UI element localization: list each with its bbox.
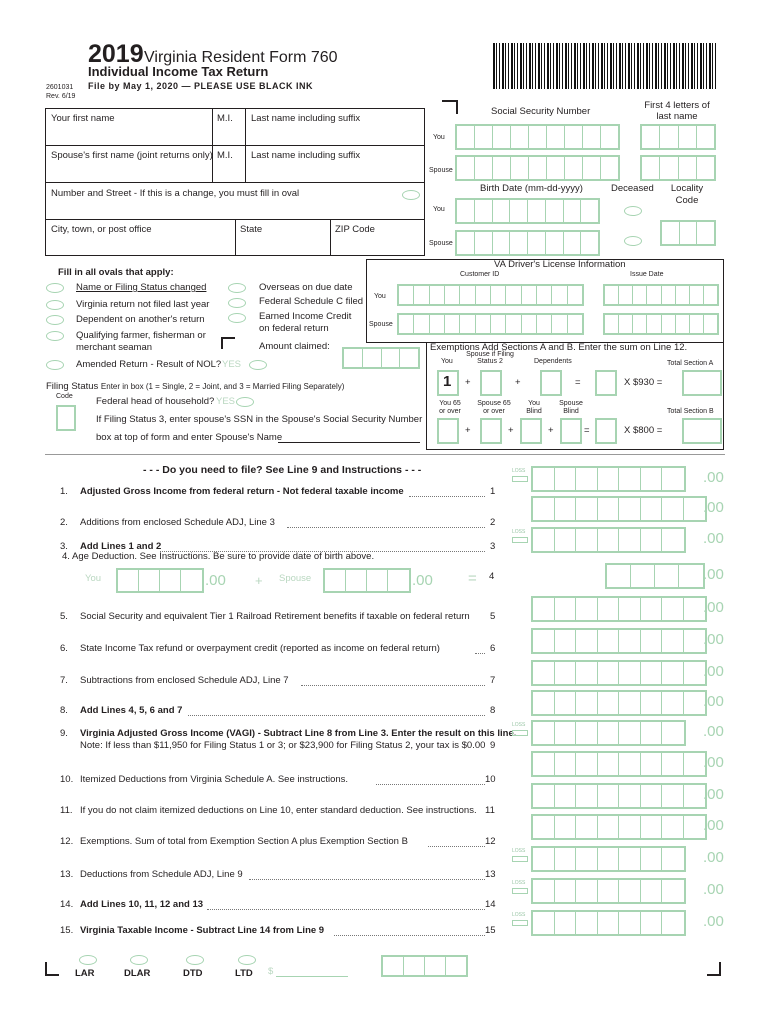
dependent-label: Dependent on another's return xyxy=(76,314,205,325)
status3-text-b: box at top of form and enter Spouse's Name xyxy=(96,432,283,443)
line-5-amount[interactable] xyxy=(531,596,707,622)
ltd-label: LTD xyxy=(235,968,253,979)
line-3-loss-label: LOSS xyxy=(512,529,526,535)
line-14-text: Add Lines 10, 11, 12 and 13 xyxy=(80,899,204,910)
age-spouse-field[interactable] xyxy=(323,568,411,593)
ssn-you-field[interactable] xyxy=(455,124,620,150)
hoh-yes-label: YES xyxy=(216,396,236,407)
birth-date-label: Birth Date (mm-dd-yyyy) xyxy=(480,183,583,194)
lar-oval[interactable] xyxy=(79,955,97,965)
ltd-oval[interactable] xyxy=(238,955,256,965)
state-label: State xyxy=(240,224,263,235)
ex-total-a-label: Total Section A xyxy=(667,360,714,367)
dl-spouse-label: Spouse xyxy=(369,321,393,328)
ex-spouse65-box[interactable] xyxy=(480,418,502,444)
dl-title: VA Driver's License Information xyxy=(494,259,626,270)
line-7-text: Subtractions from enclosed Schedule ADJ, Line 7 xyxy=(80,675,289,686)
sched-c-oval[interactable] xyxy=(228,298,246,308)
lar-label: LAR xyxy=(75,968,95,979)
ex-total-a-field[interactable] xyxy=(682,370,722,396)
birth-you-field[interactable] xyxy=(455,198,600,224)
amended-label: Amended Return - Result of NOL? xyxy=(76,359,222,370)
eic-amount-field[interactable] xyxy=(342,347,420,369)
ovals-title: Fill in all ovals that apply: xyxy=(58,267,174,278)
line-2-cents: .00 xyxy=(703,499,724,516)
equals-1: = xyxy=(575,377,581,388)
line-14-cents: .00 xyxy=(703,881,724,898)
first-name-label: Your first name xyxy=(51,113,115,124)
amended-oval[interactable] xyxy=(46,360,64,370)
deceased-spouse-oval[interactable] xyxy=(624,236,642,246)
ex-spouse65-label: Spouse 65 or over xyxy=(477,400,511,415)
line-9-text: Virginia Adjusted Gross Income (VAGI) - Subtract Line 8 from Line 3. Enter the result on this line. xyxy=(80,728,517,739)
line-6-ref: 6 xyxy=(490,643,496,654)
line-14-ref: 14 xyxy=(485,899,496,910)
line-7-ref: 7 xyxy=(490,675,496,686)
line-10-ref: 10 xyxy=(485,774,496,785)
filing-status-instructions: Enter in box (1 = Single, 2 = Joint, and 3 = Married Filing Separately) xyxy=(100,382,345,391)
line-7-amount[interactable] xyxy=(531,660,707,686)
line-13-loss-box[interactable] xyxy=(512,856,528,862)
line-9-loss-label: LOSS xyxy=(512,722,526,728)
line-10-text: Itemized Deductions from Virginia Schedule A. See instructions. xyxy=(80,774,349,785)
plus-1: + xyxy=(465,377,471,388)
line-8-text: Add Lines 4, 5, 6 and 7 xyxy=(80,705,183,716)
line-2-text: Additions from enclosed Schedule ADJ, Line 3 xyxy=(80,517,275,528)
ex-sum-b-box[interactable] xyxy=(595,418,617,444)
ex-you65-box[interactable] xyxy=(437,418,459,444)
ex-you-blind-label: You Blind xyxy=(526,400,542,415)
line-9-number: 9. xyxy=(60,728,68,739)
line-11-number: 11. xyxy=(60,805,73,816)
line-3-number: 3. xyxy=(60,541,68,552)
status3-text-a: If Filing Status 3, enter spouse's SSN in the Spouse's Social Security Number xyxy=(96,414,423,425)
ex-you-blind-box[interactable] xyxy=(520,418,542,444)
age-plus: + xyxy=(255,573,263,588)
amount-claimed-label: Amount claimed: xyxy=(259,341,330,352)
line-13-amount[interactable] xyxy=(531,846,686,872)
line-6-amount[interactable] xyxy=(531,628,707,654)
ex-spouse-blind-box[interactable] xyxy=(560,418,582,444)
line-3-ref: 3 xyxy=(490,541,496,552)
line-13-ref: 13 xyxy=(485,869,496,880)
line-7-number: 7. xyxy=(60,675,68,686)
locality-code-field[interactable] xyxy=(660,220,716,246)
times-930: X $930 = xyxy=(624,377,663,388)
line-13-cents: .00 xyxy=(703,849,724,866)
age-spouse-cents: .00 xyxy=(412,572,433,589)
ex-spouse-box[interactable] xyxy=(480,370,502,396)
ex-dependents-label: Dependents xyxy=(534,358,572,365)
overseas-oval[interactable] xyxy=(228,283,246,293)
spouse-last-label: Last name including suffix xyxy=(251,150,361,161)
birth-you-label: You xyxy=(433,206,445,213)
line-1-loss-label: LOSS xyxy=(512,468,526,474)
line-5-number: 5. xyxy=(60,611,68,622)
spouse-first-label: Spouse's first name (joint returns only) xyxy=(51,150,213,161)
line-13-loss-label: LOSS xyxy=(512,848,526,854)
line-11-text: If you do not claim itemized deductions on Line 10, enter standard deduction. See instructions. xyxy=(80,805,477,816)
corner-mark xyxy=(442,100,458,114)
form-year: 2019 xyxy=(88,40,144,68)
filing-status-label xyxy=(46,381,344,392)
line-1-text: Adjusted Gross Income from federal return - Not federal taxable income xyxy=(80,486,404,497)
age-spouse-label: Spouse xyxy=(279,573,312,584)
line-3-amount[interactable] xyxy=(531,527,686,553)
dl-you-id-field[interactable] xyxy=(397,284,584,306)
dl-you-label: You xyxy=(374,293,386,300)
dl-spouse-id-field[interactable] xyxy=(397,313,584,335)
plus-5: + xyxy=(548,425,554,436)
line-11-amount[interactable] xyxy=(531,783,707,809)
line-12-ref: 12 xyxy=(485,836,496,847)
line-2-number: 2. xyxy=(60,517,68,528)
exemptions-title: Exemptions Add Sections A and B. Enter the sum on Line 12. xyxy=(430,342,688,353)
dependent-oval[interactable] xyxy=(46,315,64,325)
line-8-ref: 8 xyxy=(490,705,496,716)
ex-you-label: You xyxy=(441,358,453,365)
sched-c-label: Federal Schedule C filed xyxy=(259,296,364,307)
line-13-number: 13. xyxy=(60,869,74,880)
dl-you-date-field[interactable] xyxy=(603,284,719,306)
line-5-cents: .00 xyxy=(703,599,724,616)
overseas-label: Overseas on due date xyxy=(259,282,353,293)
line-14-amount[interactable] xyxy=(531,878,686,904)
line-4-amount[interactable] xyxy=(605,563,705,589)
line-1-amount[interactable] xyxy=(531,466,686,492)
times-800: X $800 = xyxy=(624,425,663,436)
line-3-cents: .00 xyxy=(703,530,724,547)
line-15-loss-box[interactable] xyxy=(512,920,528,926)
line-1-ref: 1 xyxy=(490,486,496,497)
first4-spouse-field[interactable] xyxy=(640,155,716,181)
ssn-label: Social Security Number xyxy=(491,106,591,117)
nol-yes-oval[interactable] xyxy=(249,360,267,370)
line-10-amount[interactable] xyxy=(531,751,707,777)
dollar-sign: $ xyxy=(268,966,274,977)
deceased-label: Deceased xyxy=(611,183,654,194)
equals-2: = xyxy=(584,425,590,436)
ssn-spouse-label: Spouse xyxy=(429,167,453,174)
last-name-label: Last name including suffix xyxy=(251,113,361,124)
ex-you65-label: You 65 or over xyxy=(439,400,461,415)
line-15-ref: 15 xyxy=(485,925,496,936)
filing-code-label: Code xyxy=(56,393,73,400)
name-changed-oval[interactable] xyxy=(46,283,64,293)
line-12-text: Exemptions. Sum of total from Exemption Section A plus Exemption Section B xyxy=(80,836,408,847)
line-12-amount[interactable] xyxy=(531,814,707,840)
line-9-note: Note: If less than $11,950 for Filing Status 1 or 3; or $23,900 for Filing Status 2, your tax is $0.00 xyxy=(80,740,486,751)
line-15-cents: .00 xyxy=(703,913,724,930)
line-4-text: 4. Age Deduction. See Instructions. Be sure to provide date of birth above. xyxy=(62,551,375,562)
line-1-cents: .00 xyxy=(703,469,724,486)
dtd-oval[interactable] xyxy=(186,955,204,965)
line-14-number: 14. xyxy=(60,899,74,910)
form-subtitle: Individual Income Tax Return xyxy=(88,64,269,79)
city-label: City, town, or post office xyxy=(51,224,152,235)
revision: Rev. 6/19 xyxy=(46,93,76,100)
line-3-loss-box[interactable] xyxy=(512,537,528,543)
line-14-loss-box[interactable] xyxy=(512,888,528,894)
ex-you-value: 1 xyxy=(443,373,452,390)
line-2-amount[interactable] xyxy=(531,496,707,522)
line-8-number: 8. xyxy=(60,705,68,716)
plus-4: + xyxy=(508,425,514,436)
eic-label: Earned Income Credit on federal return xyxy=(259,311,352,334)
address-change-oval[interactable] xyxy=(402,190,420,200)
head-household-label: Federal head of household? xyxy=(96,396,215,407)
line-15-loss-label: LOSS xyxy=(512,912,526,918)
ex-total-b-label: Total Section B xyxy=(667,408,714,415)
line-5-ref: 5 xyxy=(490,611,496,622)
form-code: 2601031 xyxy=(46,84,74,91)
plus-2: + xyxy=(515,377,521,388)
line-12-number: 12. xyxy=(60,836,74,847)
line-1-loss-box[interactable] xyxy=(512,476,528,482)
line-2-ref: 2 xyxy=(490,517,496,528)
line-11-cents: .00 xyxy=(703,786,724,803)
mi-label: M.I. xyxy=(217,113,233,124)
line-14-loss-label: LOSS xyxy=(512,880,526,886)
spouse-mi-label: M.I. xyxy=(217,150,233,161)
line-6-text: State Income Tax refund or overpayment credit (reported as income on federal return) xyxy=(80,643,440,654)
not-filed-label: Virginia return not filed last year xyxy=(76,299,210,310)
line-6-number: 6. xyxy=(60,643,68,654)
line-10-cents: .00 xyxy=(703,754,724,771)
footer-code-field[interactable] xyxy=(381,955,468,977)
dl-customer-id-label: Customer ID xyxy=(460,271,500,278)
line-1-number: 1. xyxy=(60,486,68,497)
age-you-field[interactable] xyxy=(116,568,204,593)
line-9-cents: .00 xyxy=(703,723,724,740)
filing-status-code-field[interactable] xyxy=(56,405,76,431)
line-8-cents: .00 xyxy=(703,693,724,710)
line-4-cents: .00 xyxy=(703,566,724,583)
line-12-cents: .00 xyxy=(703,817,724,834)
age-you-cents: .00 xyxy=(205,572,226,589)
ssn-spouse-field[interactable] xyxy=(455,155,620,181)
not-filed-oval[interactable] xyxy=(46,300,64,310)
locality-label: Locality Code xyxy=(670,183,704,206)
file-by-note: File by May 1, 2020 — PLEASE USE BLACK INK xyxy=(88,81,314,91)
line-10-number: 10. xyxy=(60,774,74,785)
first4-you-field[interactable] xyxy=(640,124,716,150)
dl-spouse-date-field[interactable] xyxy=(603,313,719,335)
line-15-amount[interactable] xyxy=(531,910,686,936)
line-6-cents: .00 xyxy=(703,631,724,648)
nol-yes-label: YES xyxy=(222,359,242,370)
ex-spouse-blind-label: Spouse Blind xyxy=(559,400,583,415)
line-9-amount[interactable] xyxy=(531,720,686,746)
form-title: Virginia Resident Form 760 xyxy=(144,49,338,66)
plus-3: + xyxy=(465,425,471,436)
line-11-ref: 11 xyxy=(485,805,495,816)
dtd-label: DTD xyxy=(183,968,203,979)
line-8-amount[interactable] xyxy=(531,690,707,716)
filing-status-title: Filing Status xyxy=(46,381,99,392)
first4-label: First 4 letters of last name xyxy=(644,100,710,122)
line-15-number: 15. xyxy=(60,925,74,936)
street-label: Number and Street - If this is a change, you must fill in oval xyxy=(51,188,300,199)
line-4-ref: 4 xyxy=(489,571,495,582)
name-changed-label: Name or Filing Status changed xyxy=(76,282,207,293)
dl-issue-date-label: Issue Date xyxy=(630,271,664,278)
zip-label: ZIP Code xyxy=(335,224,375,235)
ex-sum-a-box[interactable] xyxy=(595,370,617,396)
line-9-ref: 9 xyxy=(490,740,496,751)
need-to-file-note: - - - Do you need to file? See Line 9 and Instructions - - - xyxy=(143,464,422,476)
barcode xyxy=(493,43,716,89)
ex-total-b-field[interactable] xyxy=(682,418,722,444)
ex-dependents-box[interactable] xyxy=(540,370,562,396)
line-5-text: Social Security and equivalent Tier 1 Railroad Retirement benefits if taxable on federal return xyxy=(80,611,470,622)
dlar-oval[interactable] xyxy=(130,955,148,965)
ssn-you-label: You xyxy=(433,134,445,141)
hoh-yes-oval[interactable] xyxy=(236,397,254,407)
birth-spouse-field[interactable] xyxy=(455,230,600,256)
line-15-text: Virginia Taxable Income - Subtract Line 14 from Line 9 xyxy=(80,925,325,936)
deceased-you-oval[interactable] xyxy=(624,206,642,216)
dlar-label: DLAR xyxy=(124,968,151,979)
ex-spouse-label: Spouse if Filing Status 2 xyxy=(466,351,514,365)
birth-spouse-label: Spouse xyxy=(429,240,453,247)
age-you-label: You xyxy=(85,573,102,584)
farmer-oval[interactable] xyxy=(46,331,64,341)
line-13-text: Deductions from Schedule ADJ, Line 9 xyxy=(80,869,243,880)
line-3-text: Add Lines 1 and 2 xyxy=(80,541,162,552)
age-equals: = xyxy=(468,570,477,587)
eic-oval[interactable] xyxy=(228,313,246,323)
farmer-label: Qualifying farmer, fisherman or merchant seaman xyxy=(76,330,206,353)
line-7-cents: .00 xyxy=(703,663,724,680)
line-9-loss-box[interactable] xyxy=(512,730,528,736)
